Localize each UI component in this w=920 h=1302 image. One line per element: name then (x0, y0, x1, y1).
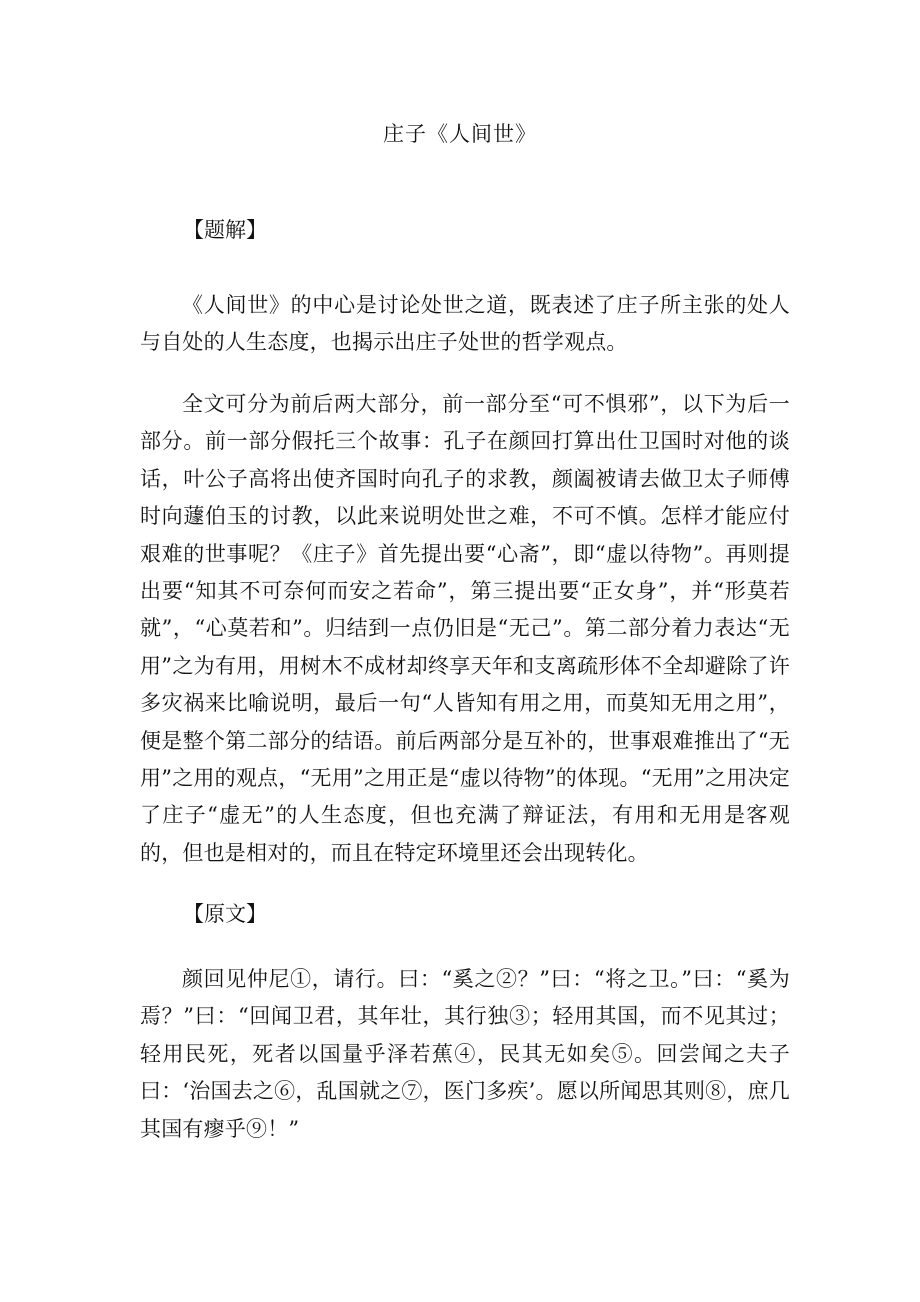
paragraph-explanation-1: 《人间世》的中心是讨论处世之道，既表述了庄子所主张的处人与自处的人生态度，也揭示出庄子处世的哲学观点。 (140, 293, 790, 355)
paragraph-original-text-1: 颜回见仲尼①，请行。曰：“奚之②？”曰：“将之卫。”曰：“奚为焉？”曰：“回闻卫君，其年壮，其行独③；轻用其国，而不见其过；轻用民死，死者以国量乎泽若蕉④，民其无如矣⑤。回尝闻之夫子曰：‘治国去之⑥，乱国就之⑦，医门多疾’。愿以所闻思其则⑧，庶几其国有瘳乎⑨！” (140, 967, 790, 1141)
section-heading-explanation: 【题解】 (183, 218, 267, 242)
paragraph-explanation-2: 全文可分为前后两大部分，前一部分至“可不惧邪”，以下为后一部分。前一部分假托三个故事：孔子在颜回打算出仕卫国时对他的谈话，叶公子高将出使齐国时向孔子的求教，颜阖被请去做卫太子师傅时向蘧伯玉的讨教，以此来说明处世之难，不可不慎。怎样才能应付艰难的世事呢？《庄子》首先提出要“心斋”，即“虚以待物”。再则提出要“知其不可奈何而安之若命”，第三提出要“正女身”，并“形莫若就”，“心莫若和”。归结到一点仍旧是“无己”。第二部分着力表达“无用”之为有用，用树木不成材却终享天年和支离疏形体不全却避除了许多灾祸来比喻说明，最后一句“人皆知有用之用，而莫知无用之用”，便是整个第二部分的结语。前后两部分是互补的，世事艰难推出了“无用”之用的观点，“无用”之用正是“虚以待物”的体现。“无用”之用决定了庄子“虚无”的人生态度，但也充满了辩证法，有用和无用是客观的，但也是相对的，而且在特定环境里还会出现转化。 (140, 392, 790, 865)
document-title: 庄子《人间世》 (383, 122, 537, 146)
section-heading-original-text: 【原文】 (183, 902, 267, 926)
